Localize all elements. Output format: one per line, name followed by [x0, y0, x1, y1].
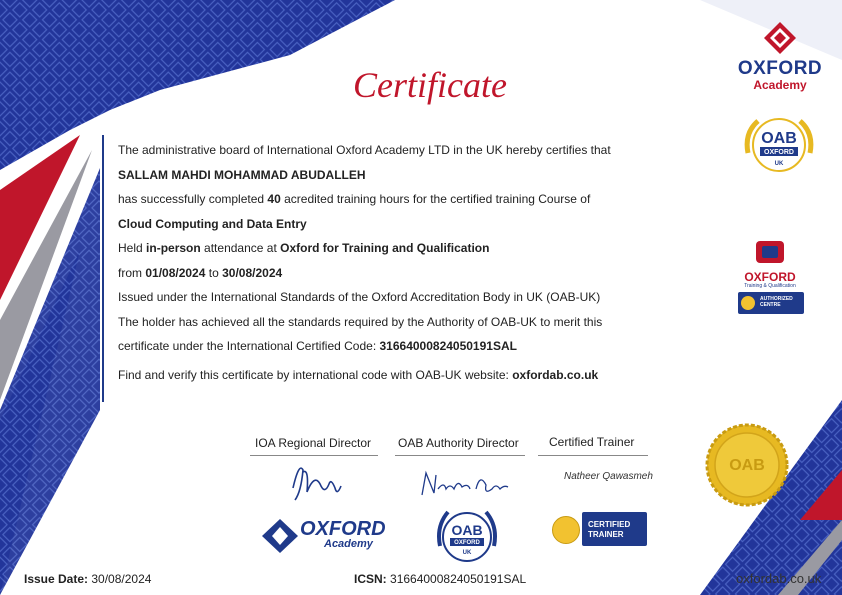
certificate-title: Certificate	[353, 65, 507, 105]
icsn-code: ICSN: 31664000824050191SAL	[354, 572, 527, 586]
achieved-line-2: certificate under the International Certified Code: 31664000824050191SAL	[118, 339, 517, 353]
certificate-body	[118, 138, 698, 387]
issue-date: Issue Date: 30/08/2024	[24, 572, 152, 586]
trainer-name: Natheer Qawasmeh	[564, 471, 653, 482]
oab-seal-icon	[740, 113, 818, 177]
oab-footer-word: OAB	[451, 522, 483, 538]
date-to: 30/08/2024	[222, 265, 283, 280]
recipient-name: SALLAM MAHDI MOHAMMAD ABUDALLEH	[118, 167, 366, 182]
otq-emblem-icon	[753, 238, 787, 266]
date-from: 01/08/2024	[145, 265, 206, 280]
oab-seal-uk: UK	[774, 161, 784, 167]
gold-seal-icon	[702, 420, 792, 510]
oab-footer-seal-icon	[434, 506, 500, 568]
authorized-centre-badge: AUTHORIZED CENTRE	[738, 292, 804, 314]
badge-seal-icon	[741, 296, 755, 310]
training-hours: 40	[267, 192, 281, 206]
dates-line: from 01/08/2024 to 30/08/2024	[118, 265, 283, 280]
gold-seal-text: OAB	[729, 457, 765, 474]
held-line: Held in-person attendance at Oxford for Training and Qualification	[118, 241, 490, 255]
oxford-training-logo: OXFORD Training & Qualification	[735, 238, 805, 289]
attendance-type: in-person	[146, 241, 201, 255]
oxford-academy-logo: OXFORD Academy	[730, 22, 830, 91]
signature-line	[538, 455, 648, 456]
oxford-star-icon	[262, 519, 298, 553]
oab-seal-sub: OXFORD	[764, 149, 794, 156]
regional-director-label: IOA Regional Director	[255, 436, 372, 450]
left-rule	[102, 135, 104, 402]
footer-website-link[interactable]: oxfordab.co.uk	[736, 571, 822, 586]
certified-trainer-label: Certified Trainer	[549, 435, 635, 449]
certified-trainer-badge: CERTIFIED TRAINER	[552, 512, 647, 546]
oab-footer-sub: OXFORD	[454, 540, 480, 546]
oxford-diamond-icon	[760, 22, 800, 54]
trainer-seal-icon	[552, 516, 580, 544]
course-name: Cloud Computing and Data Entry	[118, 216, 307, 231]
achieved-line-1: The holder has achieved all the standards required by the Authority of OAB-UK to merit this	[118, 314, 603, 329]
regional-director-signature	[285, 458, 345, 504]
verify-line: Find and verify this certificate by international code with OAB-UK website: oxfordab.co.uk	[118, 367, 599, 382]
authority-director-signature	[418, 465, 518, 501]
oxford-academy-footer-logo: OXFORD Academy	[262, 519, 298, 558]
signature-line	[250, 455, 378, 456]
oab-seal-word: OAB	[761, 130, 797, 147]
certificate-code: 31664000824050191SAL	[379, 339, 517, 353]
signature-line	[395, 455, 525, 456]
issued-line: Issued under the International Standards of the Oxford Accreditation Body in UK (OAB-UK)	[118, 290, 601, 304]
completed-line: has successfully completed 40 acredited training hours for the certified training Course of	[118, 192, 591, 206]
venue-name: Oxford for Training and Qualification	[280, 241, 490, 255]
oab-footer-uk: UK	[462, 550, 472, 556]
verify-website-link[interactable]: oxfordab.co.uk	[512, 367, 599, 382]
intro-line: The administrative board of International Oxford Academy LTD in the UK hereby certifies that	[118, 143, 611, 157]
authority-director-label: OAB Authority Director	[398, 436, 519, 450]
